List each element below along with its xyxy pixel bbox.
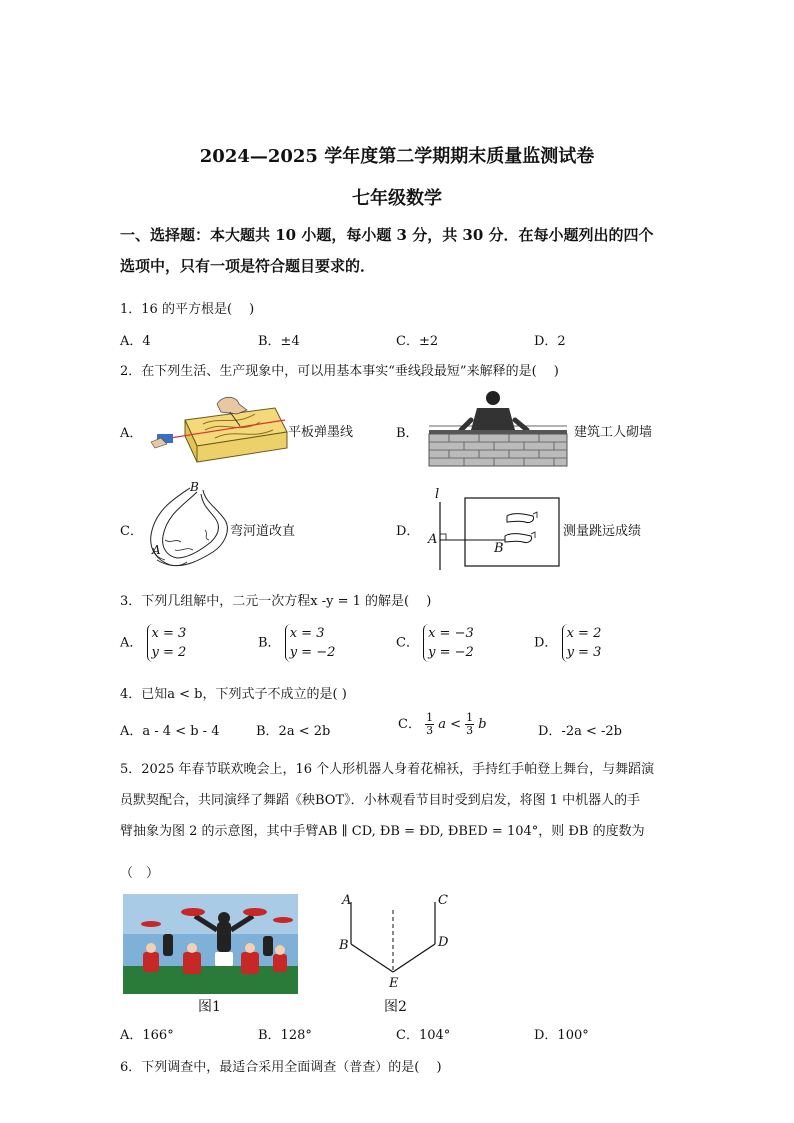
q3-option-c-system — [423, 624, 474, 662]
q5-option-c: C．104° — [396, 1028, 451, 1043]
q4-stem: 4．已知a < b，下列式子不成立的是( ) — [120, 687, 347, 702]
q5-line4: （ ） — [120, 866, 160, 881]
q5-fig2-point-c: C — [438, 893, 448, 908]
q5-fig2-point-b: B — [339, 938, 349, 953]
q2-d-point-b: B — [494, 541, 504, 556]
q4-option-c — [398, 712, 487, 737]
q4-c-frac1-den: 3 — [426, 724, 434, 737]
q3-stem: 3．下列几组解中，二元一次方程x -y = 1 的解是( ) — [120, 594, 432, 609]
q3-c-line2: y = −2 — [428, 645, 474, 660]
q4-option-a: A．a - 4 < b - 4 — [120, 724, 220, 739]
q2-d-point-a: A — [428, 532, 438, 547]
q1-option-a: A．4 — [120, 334, 151, 349]
q5-line2: 员默契配合，共同演绎了舞蹈《秧BOT》．小林观看节目时受到启发，将图 1 中机器人的手 — [120, 793, 641, 808]
q2-option-a-caption: 平板弹墨线 — [288, 424, 354, 439]
q2-stem: 2．在下列生活、生产现象中，可以用基本事实“垂线段最短”来解释的是( ) — [120, 364, 559, 379]
q3-a-line2: y = 2 — [151, 645, 187, 660]
q3-b-line1: x = 3 — [289, 626, 325, 641]
q3-c-line1: x = −3 — [428, 626, 474, 641]
q3-a-line1: x = 3 — [151, 626, 187, 641]
exam-subtitle: 七年级数学 — [352, 188, 442, 209]
q2-c-point-b: B — [190, 480, 199, 494]
q2-option-b-caption: 建筑工人砌墙 — [574, 424, 653, 439]
q1-option-c: C．±2 — [396, 334, 439, 349]
q4-c-frac1-num: 1 — [426, 711, 434, 724]
robot-dance-photo — [123, 894, 298, 994]
q1-option-b: B．±4 — [258, 334, 300, 349]
q3-option-b-system — [285, 624, 336, 662]
q2-d-line-l: l — [435, 487, 440, 502]
q5-fig2-point-e: E — [389, 976, 399, 991]
q5-line3: 臂抽象为图 2 的示意图，其中手臂AB ∥ CD, ÐB = ÐD, ÐBED = 104°，则 ÐB 的度数为 — [120, 824, 645, 839]
q3-b-line2: y = −2 — [289, 645, 336, 660]
q2-option-c-letter: C． — [120, 524, 143, 539]
bricklayer-illustration — [425, 390, 570, 468]
q2-option-b-letter: B． — [396, 426, 419, 441]
q5-fig2-caption: 图2 — [384, 999, 407, 1015]
q3-option-a-letter: A． — [120, 635, 143, 651]
exam-title: 2024—2025 学年度第二学期期末质量监测试卷 — [199, 146, 595, 167]
q3-option-a — [120, 624, 186, 662]
q3-option-c-letter: C． — [396, 635, 419, 651]
q3-option-b — [258, 624, 335, 662]
q6-stem: 6．下列调查中，最适合采用全面调查（普查）的是( ) — [120, 1060, 442, 1075]
q4-option-b: B．2a < 2b — [256, 724, 331, 739]
q2-option-c-caption: 弯河道改直 — [230, 523, 296, 538]
q3-d-line1: x = 2 — [566, 626, 602, 641]
q3-option-c — [396, 624, 474, 662]
q3-option-d-system — [562, 624, 602, 662]
q2-option-a-letter: A． — [120, 426, 143, 441]
q3-option-a-system — [147, 624, 187, 662]
q4-option-d: D．-2a < -2b — [538, 724, 622, 739]
q4-c-frac1 — [425, 712, 434, 737]
q3-option-b-letter: B． — [258, 635, 281, 651]
q5-option-a: A．166° — [120, 1028, 174, 1043]
q4-c-frac2-num: 1 — [466, 711, 474, 724]
long-jump-measure-illustration — [425, 488, 565, 570]
q3-d-line2: y = 3 — [566, 645, 602, 660]
q2-option-d-caption: 测量跳远成绩 — [563, 523, 642, 538]
q5-fig2-point-d: D — [438, 935, 449, 950]
section-header-line2: 选项中，只有一项是符合题目要求的． — [120, 257, 376, 275]
q4-c-left: a < — [438, 717, 462, 732]
q4-option-c-letter: C． — [398, 717, 421, 732]
section-header-line1: 一、选择题：本大题共 10 小题，每小题 3 分，共 30 分．在每小题列出的四个 — [120, 226, 654, 244]
q1-stem: 1．16 的平方根是( ) — [120, 302, 255, 317]
q5-fig2-point-a: A — [342, 893, 352, 908]
q3-option-d — [534, 624, 601, 662]
q2-option-d-letter: D． — [396, 524, 420, 539]
q3-option-d-letter: D． — [534, 635, 558, 651]
board-chalk-line-illustration — [145, 390, 290, 465]
q5-option-d: D．100° — [534, 1028, 589, 1043]
q5-fig1-caption: 图1 — [198, 999, 221, 1015]
q4-c-frac2-den: 3 — [466, 724, 474, 737]
q4-c-right: b — [478, 717, 487, 732]
q5-line1: 5．2025 年春节联欢晚会上，16 个人形机器人身着花棉袄，手持红手帕登上舞台，与舞蹈演 — [120, 762, 655, 777]
q2-c-point-a: A — [152, 543, 161, 557]
q4-c-frac2 — [465, 712, 474, 737]
q5-option-b: B．128° — [258, 1028, 312, 1043]
q1-option-d: D．2 — [534, 334, 566, 349]
